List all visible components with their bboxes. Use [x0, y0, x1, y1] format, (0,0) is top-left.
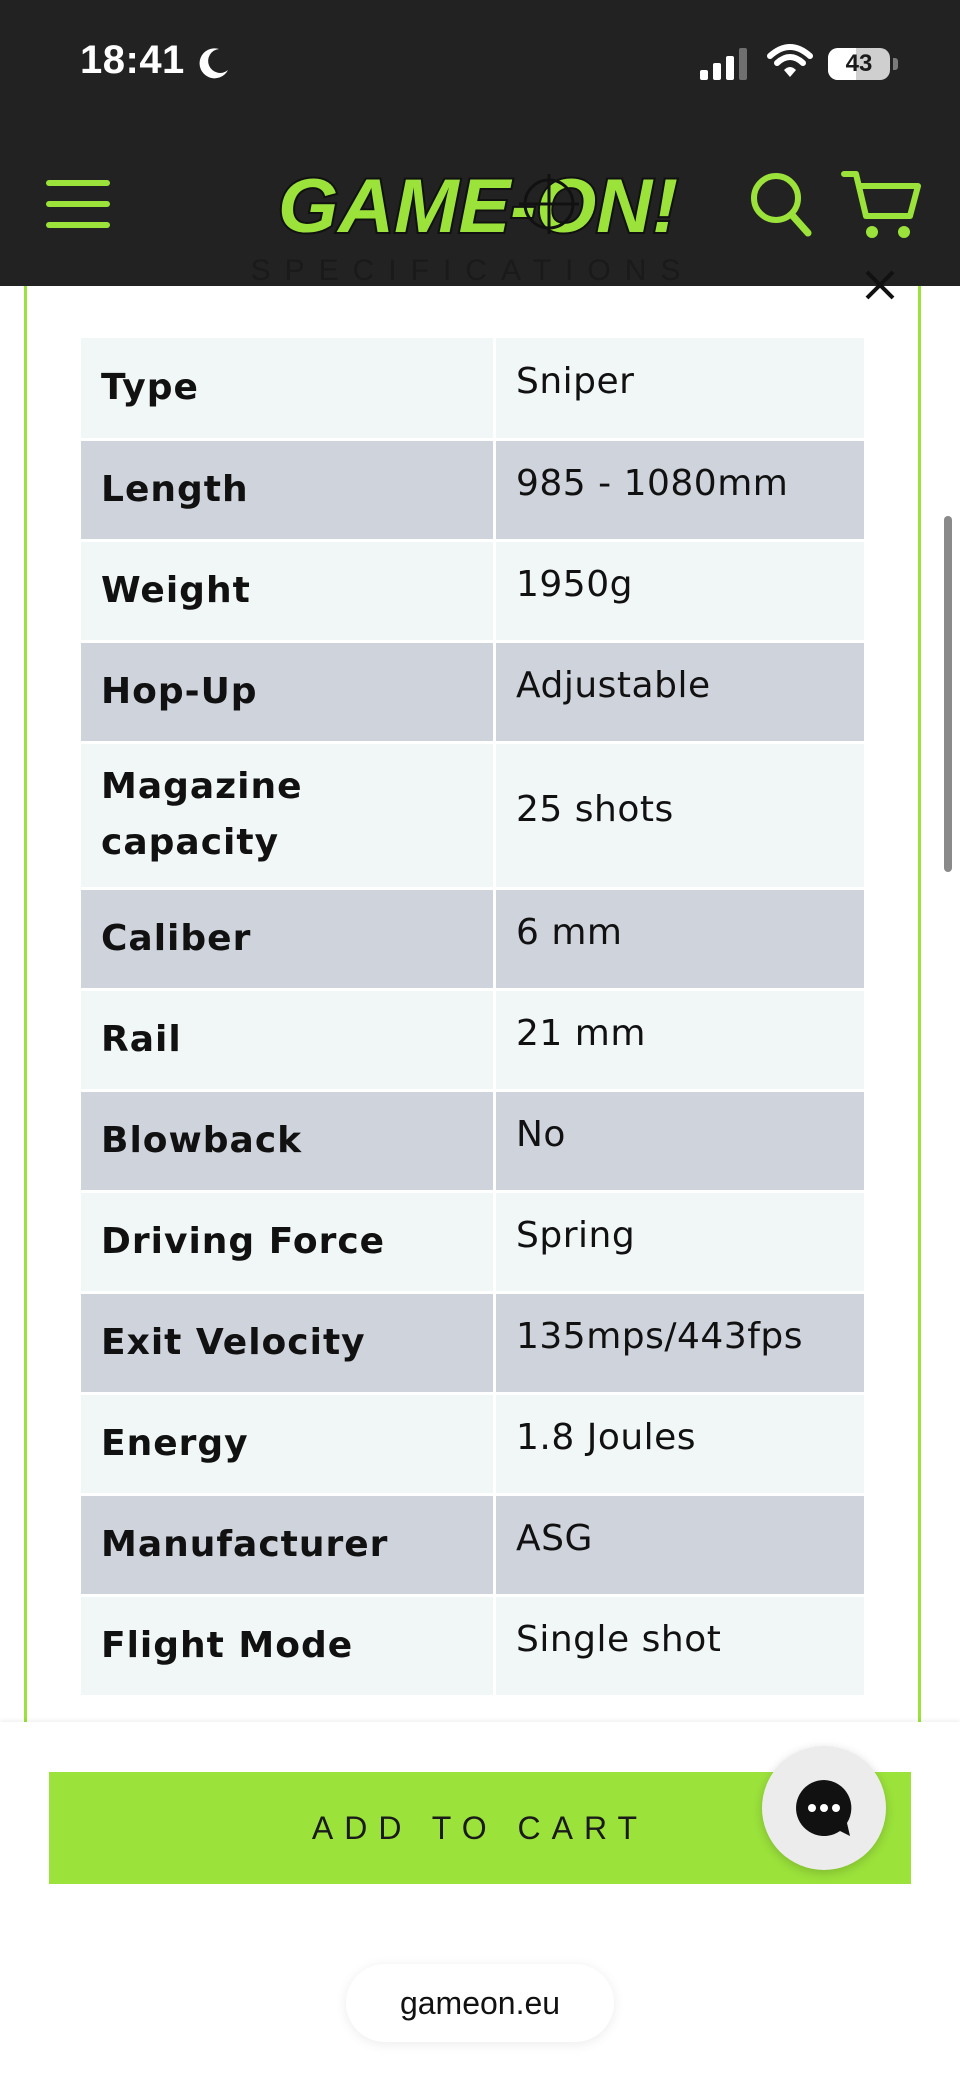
table-row — [81, 1090, 866, 1191]
spec-value — [495, 641, 866, 742]
hamburger-menu-icon[interactable] — [44, 174, 114, 234]
spec-value — [495, 1191, 866, 1292]
spec-value-text: Sniper — [516, 361, 635, 403]
spec-value-text: 25 shots — [516, 788, 674, 830]
battery-level: 43 — [845, 50, 873, 77]
status-time: 18:41 — [80, 38, 185, 82]
spec-label: Weight — [81, 540, 495, 641]
wifi-icon — [768, 44, 812, 80]
spec-value — [495, 888, 866, 989]
spec-value-text: 1.8 Joules — [516, 1417, 697, 1458]
spec-value — [495, 540, 866, 641]
table-row — [81, 1292, 866, 1393]
table-row — [81, 1393, 866, 1494]
spec-value-text: 6 mm — [516, 912, 623, 953]
table-row — [81, 742, 866, 888]
table-row — [81, 540, 866, 641]
logo-text: GAME-ON! — [278, 164, 678, 249]
chat-bubble-icon — [794, 1778, 854, 1838]
spec-value — [495, 989, 866, 1090]
spec-value — [495, 1595, 866, 1696]
add-to-cart-button[interactable]: ADD TO CART — [49, 1772, 911, 1884]
spec-value-text: 1950g — [516, 564, 633, 605]
close-icon[interactable] — [863, 268, 897, 302]
spec-label: Magazine capacity — [81, 742, 495, 888]
spec-value-text: 21 mm — [516, 1013, 646, 1054]
spec-label: Blowback — [81, 1090, 495, 1191]
url-bar[interactable]: gameon.eu — [346, 1964, 614, 2042]
spec-label: Type — [81, 338, 495, 439]
spec-value — [495, 742, 866, 888]
table-row — [81, 989, 866, 1090]
game-on-logo[interactable] — [268, 150, 688, 260]
spec-label: Rail — [81, 989, 495, 1090]
specifications-table — [81, 338, 867, 1698]
table-row — [81, 641, 866, 742]
battery-tip — [893, 58, 898, 70]
moon-icon — [197, 46, 231, 80]
spec-label: Caliber — [81, 888, 495, 989]
table-row — [81, 1191, 866, 1292]
spec-label: Flight Mode — [81, 1595, 495, 1696]
spec-value — [495, 1292, 866, 1393]
chat-button[interactable] — [762, 1746, 886, 1870]
specifications-panel — [24, 254, 921, 1726]
table-row — [81, 1595, 866, 1696]
status-bar — [0, 0, 960, 130]
signal-icon — [700, 48, 750, 80]
specifications-title[interactable]: SPECIFICATIONS — [250, 254, 695, 287]
spec-value-text: Single shot — [516, 1619, 722, 1660]
bottom-action-bar — [0, 1722, 960, 2078]
battery-icon — [828, 48, 890, 80]
spec-value-text: 135mps/443fps — [516, 1316, 804, 1357]
spec-value — [495, 1393, 866, 1494]
spec-value-text: Spring — [516, 1215, 636, 1256]
cart-icon[interactable] — [842, 166, 922, 242]
spec-label: Exit Velocity — [81, 1292, 495, 1393]
spec-value-text: Adjustable — [516, 665, 711, 706]
table-row — [81, 1494, 866, 1595]
table-row — [81, 888, 866, 989]
spec-label: Manufacturer — [81, 1494, 495, 1595]
spec-value-text: No — [516, 1114, 566, 1155]
spec-label: Length — [81, 439, 495, 540]
spec-value — [495, 439, 866, 540]
spec-value — [495, 1090, 866, 1191]
spec-label: Energy — [81, 1393, 495, 1494]
page-scrollbar[interactable] — [944, 516, 952, 872]
table-row — [81, 439, 866, 540]
spec-value — [495, 338, 866, 439]
table-row — [81, 338, 866, 439]
spec-label: Driving Force — [81, 1191, 495, 1292]
spec-label: Hop-Up — [81, 641, 495, 742]
spec-value-text: ASG — [516, 1518, 593, 1559]
spec-value — [495, 1494, 866, 1595]
search-icon[interactable] — [748, 170, 814, 240]
spec-value-text: 985 - 1080mm — [516, 463, 789, 504]
